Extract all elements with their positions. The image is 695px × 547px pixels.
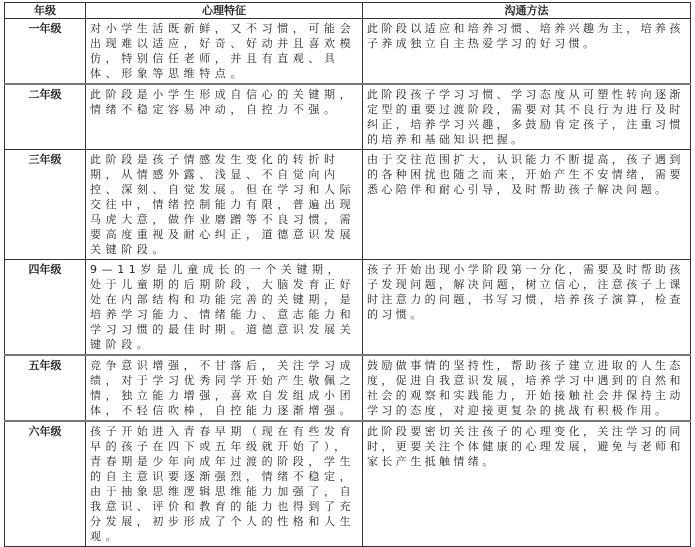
table-row xyxy=(5,150,691,260)
methods-cell: 孩子开始出现小学阶段第一分化，需要及时帮助孩子发现问题，解决问题，树立信心，注意孩子上课时注意力的问题，书写习惯，培养孩子演算，检查的习惯。 xyxy=(363,260,691,356)
methods-cell: 鼓励做事情的坚持性，帮助孩子建立进取的人生态度，促进自我意识发展，培养学习中遇到的自然和社会的观察和实践能力，开始接触社会并保持主动学习的态度，对迎接更复杂的挑战有积极作用。 xyxy=(363,355,691,421)
methods-cell: 此阶段以适应和培养习惯、培养兴趣为主，培养孩子养成独立自主热爱学习的好习惯。 xyxy=(363,19,691,85)
grade-cell: 一年级 xyxy=(5,19,86,85)
header-row xyxy=(5,3,691,19)
grade-psychology-table xyxy=(4,2,691,547)
traits-cell: 9—11岁是儿童成长的一个关键期，处于儿童期的后期阶段，大脑发育正好处在内部结构和功能完善的关键期，是培养学习能力、情绪能力、意志能力和学习习惯的最佳时期。道德意识发展关键阶段。 xyxy=(86,260,363,356)
table-row xyxy=(5,355,691,421)
grade-cell: 六年级 xyxy=(5,421,86,547)
table-row xyxy=(5,260,691,356)
grade-cell: 二年级 xyxy=(5,84,86,150)
grade-cell: 四年级 xyxy=(5,260,86,356)
traits-cell: 孩子开始进入青春早期（现在有些发育早的孩子在四下或五年级就开始了），青春期是少年向成年过渡的阶段，学生的自主意识要逐渐强烈，情绪不稳定，由于抽象思维逻辑思维能力加强了，自我意识、评价和教育的能力也得到了充分发展，初步形成了个人的性格和人生观。 xyxy=(86,421,363,547)
table-row xyxy=(5,84,691,150)
methods-cell: 由于交往范围扩大，认识能力不断提高，孩子遇到的各种困扰也随之而来，开始产生不安情绪，需要悉心陪伴和耐心引导，及时帮助孩子解决问题。 xyxy=(363,150,691,260)
table-row xyxy=(5,421,691,547)
grade-cell: 五年级 xyxy=(5,355,86,421)
header-methods: 沟通方法 xyxy=(363,3,691,19)
traits-cell: 此阶段是小学生形成自信心的关键期，情绪不稳定容易冲动，自控力不强。 xyxy=(86,84,363,150)
traits-cell: 竞争意识增强，不甘落后，关注学习成绩，对于学习优秀同学开始产生敬佩之情，独立能力增强，喜欢自发组成小团体，不轻信吹棒，自控能力逐渐增强。 xyxy=(86,355,363,421)
methods-cell: 此阶段孩子学习习惯、学习态度从可塑性转向逐渐定型的重要过渡阶段，需要对其不良行为进行及时纠正，培养学习兴趣，多鼓励肯定孩子，注重习惯的培养和基础知识把握。 xyxy=(363,84,691,150)
traits-cell: 对小学生活既新鲜，又不习惯，可能会出现难以适应，好奇、好动并且喜欢模仿，特别信任老师，并且有直观、具体、形象等思维特点。 xyxy=(86,19,363,85)
header-traits: 心理特征 xyxy=(86,3,363,19)
header-grade: 年级 xyxy=(5,3,86,19)
traits-cell: 此阶段是孩子情感发生变化的转折时期，从情感外露、浅显、不自觉向内控、深刻、自觉发展。但在学习和人际交往中，情绪控制能力有限，普遍出现马虎大意，做作业磨蹭等不良习惯，需要高度重视及耐心纠正，道德意识发展关键阶段。 xyxy=(86,150,363,260)
methods-cell: 此阶段要密切关注孩子的心理变化，关注学习的同时，更要关注个体健康的心理发展，避免与老师和家长产生抵触情绪。 xyxy=(363,421,691,547)
grade-cell: 三年级 xyxy=(5,150,86,260)
table-row xyxy=(5,19,691,85)
